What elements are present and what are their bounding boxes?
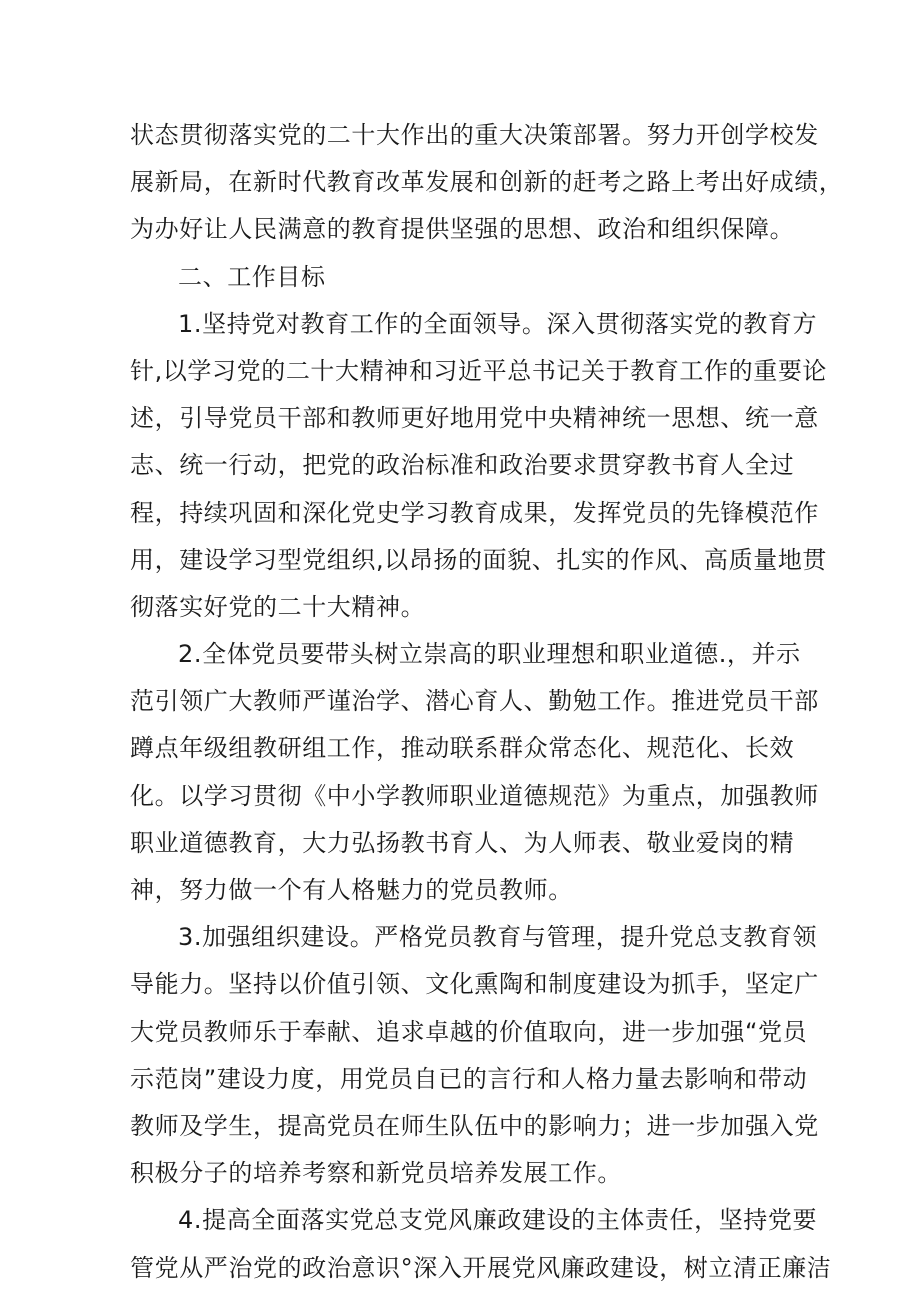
text-line: 大党员教师乐于奉献、追求卓越的价值取向，进一步加强“党员 bbox=[130, 1017, 808, 1046]
paragraph-goal-4 bbox=[130, 1197, 832, 1291]
text-line: 神，努力做一个有人格魅力的党员教师。 bbox=[130, 876, 573, 904]
text-line: 蹲点年级组教研组工作，推动联系群众常态化、规范化、长效 bbox=[130, 734, 795, 763]
text-line: 积极分子的培养考察和新党员培养发展工作。 bbox=[130, 1159, 622, 1188]
text-line: 化。以学习贯彻《中小学教师职业道德规范》为重点，加强教师 bbox=[130, 781, 819, 810]
paragraph-goal-3 bbox=[130, 914, 819, 1197]
text-line: 范引领广大教师严谨治学、潜心育人、勤勉工作。推进党员干部 bbox=[130, 687, 819, 716]
text-line: 志、统一行动，把党的政治标准和政治要求贯穿教书育人全过 bbox=[130, 451, 795, 480]
section-heading bbox=[130, 254, 810, 301]
text-line: 状态贯彻落实党的二十大作出的重大决策部署。努力开创学校发 bbox=[130, 121, 819, 149]
text-line: 4.提高全面落实党总支党风廉政建设的主体责任，坚持党要 bbox=[178, 1206, 818, 1235]
text-line: 2.全体党员要带头树立崇高的职业理想和职业道德.，并示 bbox=[178, 640, 801, 669]
text-line: 管党从严治党的政治意识°深入开展党风廉政建设，树立清正廉洁 bbox=[130, 1253, 832, 1282]
text-line: 用，建设学习型党组织,以昂扬的面貌、扎实的作风、高质量地贯 bbox=[130, 545, 828, 574]
text-line: 针,以学习党的二十大精神和习近平总书记关于教育工作的重要论 bbox=[130, 356, 828, 385]
text-line: 3.加强组织建设。严格党员教育与管理，提升党总支教育领 bbox=[178, 923, 818, 952]
text-line: 述，引导党员干部和教师更好地用党中央精神统一思想、统一意 bbox=[130, 404, 819, 433]
text-line: 彻落实好党的二十大精神。 bbox=[130, 592, 426, 621]
text-line: 展新局，在新时代教育改革发展和创新的赶考之路上考出好成绩， bbox=[130, 168, 844, 197]
text-line: 1.坚持党对教育工作的全面领导。深入贯彻落实党的教育方 bbox=[178, 309, 818, 338]
heading-text: 二、工作目标 bbox=[178, 262, 326, 291]
text-line: 为办好让人民满意的教育提供坚强的思想、政治和组织保障。 bbox=[130, 215, 795, 244]
text-line: 示范岗”建设力度，用党员自已的言行和人格力量去影响和带动 bbox=[130, 1064, 808, 1093]
document-body bbox=[130, 112, 844, 1292]
paragraph-goal-1 bbox=[130, 301, 828, 631]
paragraph-intro bbox=[130, 112, 844, 254]
text-line: 导能力。坚持以价值引领、文化熏陶和制度建设为抓手，坚定广 bbox=[130, 970, 819, 999]
text-line: 职业道德教育，大力弘扬教书育人、为人师表、敬业爱岗的精 bbox=[130, 828, 795, 857]
paragraph-goal-2 bbox=[130, 631, 819, 914]
text-line: 教师及学生，提高党员在师生队伍中的影响力；进一步加强入党 bbox=[130, 1111, 819, 1140]
text-line: 程，持续巩固和深化党史学习教育成果，发挥党员的先锋模范作 bbox=[130, 498, 819, 527]
